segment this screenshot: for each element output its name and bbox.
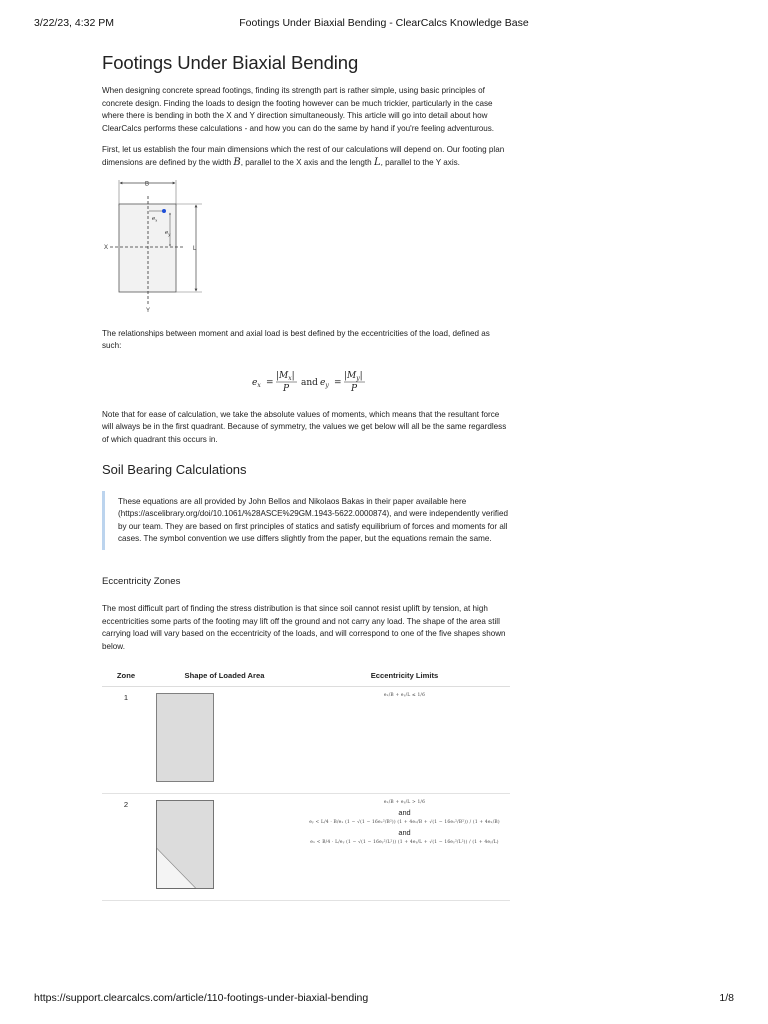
zone-limits-cell bbox=[299, 794, 510, 901]
label-y: Y bbox=[146, 307, 151, 314]
print-footer bbox=[34, 992, 734, 1006]
print-header bbox=[34, 17, 734, 31]
label-b: B bbox=[145, 181, 150, 188]
svg-text:P: P bbox=[283, 383, 290, 394]
variable-b: B bbox=[233, 156, 241, 168]
dimensions-text-2: , parallel to the X axis and the length bbox=[240, 157, 372, 167]
eccentricity-zones-table bbox=[102, 667, 510, 901]
svg-text:and: and bbox=[301, 377, 318, 388]
reference-quote bbox=[102, 491, 510, 550]
print-url: https://support.clearcalcs.com/article/110-footings-under-biaxial-bending bbox=[34, 992, 369, 1004]
variable-l: L bbox=[373, 156, 381, 168]
table-row bbox=[102, 794, 510, 901]
label-ey: $e_y$ bbox=[165, 229, 171, 237]
svg-text:|Mx|: $|M_x|$ bbox=[276, 370, 295, 382]
table-row bbox=[102, 687, 510, 794]
limit-expression: eᵧ < L/4 · B/eₓ (1 − √(1 − 16eₓ²/B²)) (1 + 4eₓ/B + √(1 − 16eₓ²/B²)) / (1 + 4eₓ/B) bbox=[309, 820, 500, 826]
dimensions-paragraph bbox=[102, 144, 510, 169]
zone-2-shape bbox=[156, 800, 216, 890]
footing-plan-diagram bbox=[102, 180, 212, 316]
quote-text: These equations are all provided by John Bellos and Nikolaos Bakas in their paper available here (https://ascelibrary.org/doi/10.1061/%28ASCE%29GM.1943-5622.0000874), and were independently verified by our team. They are based on first principles of statics and satisfy equilibrium of forces and moments for all cases. The symbol convention we use differs slightly from the paper, but the equations remain the same. bbox=[118, 496, 508, 544]
zone-limits-cell bbox=[299, 687, 510, 794]
column-header-shape: Shape of Loaded Area bbox=[150, 667, 299, 687]
svg-text:=: = bbox=[334, 377, 342, 388]
dimensions-text-3: , parallel to the Y axis. bbox=[380, 157, 460, 167]
svg-text:ex: $e_x$ bbox=[252, 377, 261, 389]
label-l: L bbox=[193, 245, 197, 252]
note-paragraph: Note that for ease of calculation, we take the absolute values of moments, which means that the resultant force will always be in the first quadrant. Because of symmetry, the values we get below will all be the same regardless of which quadrant this occurs in. bbox=[102, 409, 507, 444]
limit-joiner: and bbox=[398, 828, 411, 838]
zone-number: 2 bbox=[102, 794, 150, 901]
intro-paragraph: When designing concrete spread footings, finding its strength part is rather simple, using basic principles of concrete design. Finding the loads to design the footing however can be much trickier, particularly in the case where there is bending in both the X and Y direction simultaneously. This article will go into detail about how ClearCalcs performs these calculations - and how you can do the same by hand if you're feeling adventurous. bbox=[102, 86, 495, 133]
page-number: 1/8 bbox=[719, 992, 734, 1004]
load-point bbox=[162, 209, 166, 213]
relationship-paragraph: The relationships between moment and axial load is best defined by the eccentricities of the load, defined as such: bbox=[102, 328, 490, 351]
limit-expression: eₓ < B/4 · L/eᵧ (1 − √(1 − 16eᵧ²/L²)) (1 + 4eᵧ/L + √(1 − 16eᵧ²/L²)) / (1 + 4eᵧ/L) bbox=[310, 840, 499, 846]
svg-text:|My|: $|M_y|$ bbox=[344, 370, 363, 382]
print-datetime: 3/22/23, 4:32 PM bbox=[34, 17, 114, 29]
limit-expression: eₓ/B + eᵧ/L ≤ 1/6 bbox=[383, 693, 426, 699]
dimensions-text-1: First, let us establish the four main dimensions which the rest of our calculations will depend on. Our footing plan dimensions are defined by the width bbox=[102, 145, 505, 167]
zone-shape-cell bbox=[150, 687, 299, 794]
table-header-row bbox=[102, 667, 510, 687]
footing-outline bbox=[119, 204, 176, 292]
svg-text:=: = bbox=[266, 377, 274, 388]
svg-text:ey: $e_y$ bbox=[320, 377, 329, 389]
section-heading-soil: Soil Bearing Calculations bbox=[102, 461, 247, 477]
label-x: X bbox=[104, 244, 109, 251]
zone-1-shape bbox=[156, 693, 216, 783]
column-header-zone: Zone bbox=[102, 667, 150, 687]
column-header-limits: Eccentricity Limits bbox=[299, 667, 510, 687]
eccentricity-formula bbox=[102, 369, 510, 395]
print-page-title: Footings Under Biaxial Bending - ClearCalcs Knowledge Base bbox=[239, 17, 529, 29]
svg-text:P: P bbox=[351, 383, 358, 394]
limit-expression: eₓ/B + eᵧ/L > 1/6 bbox=[383, 800, 426, 806]
article bbox=[102, 52, 510, 901]
subsection-heading-zones: Eccentricity Zones bbox=[102, 575, 181, 587]
label-ex: $e_x$ bbox=[152, 215, 158, 223]
limit-joiner: and bbox=[398, 808, 411, 818]
article-title: Footings Under Biaxial Bending bbox=[102, 52, 359, 73]
zone-number: 1 bbox=[102, 687, 150, 794]
zone-shape-cell bbox=[150, 794, 299, 901]
zones-paragraph: The most difficult part of finding the stress distribution is that since soil cannot resist uplift by tension, at high eccentricities some parts of the footing may lift off the ground and not carry any load. The shape of the area still carrying load will vary based on the eccentricity of the loads, and will correspond to one of the five shapes shown below. bbox=[102, 603, 506, 651]
